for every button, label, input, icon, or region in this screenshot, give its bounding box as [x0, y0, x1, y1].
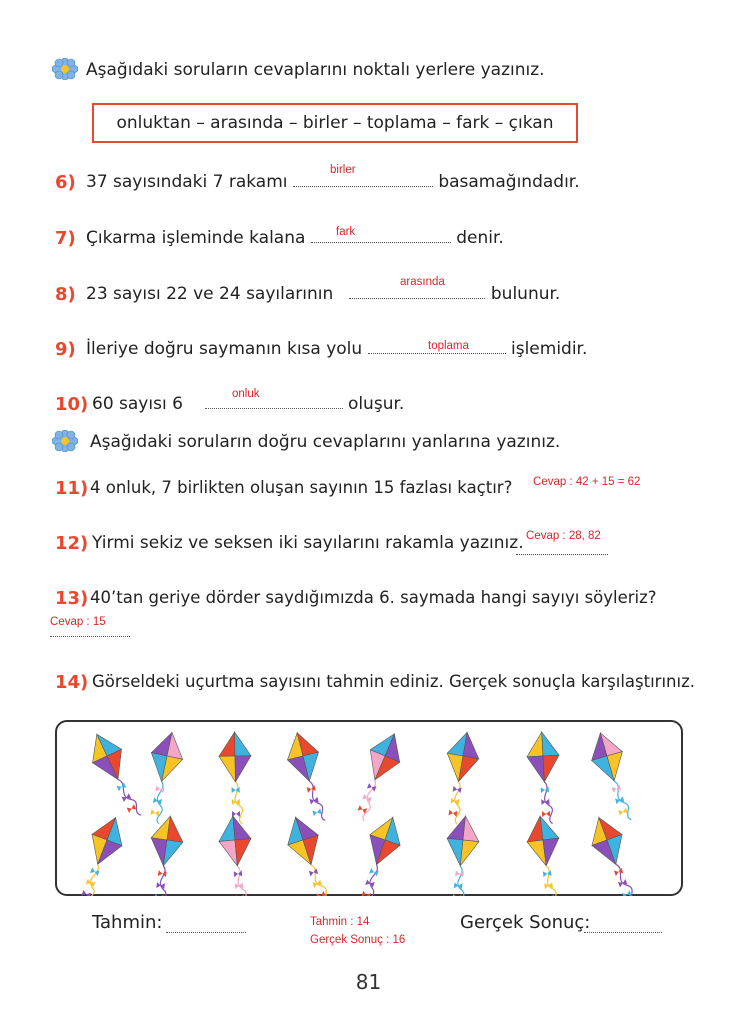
q10-number: 10) — [55, 394, 89, 415]
q10-answer: onluk — [232, 388, 260, 400]
q13-answer: Cevap : 15 — [50, 616, 106, 628]
q13-number: 13) — [55, 588, 89, 609]
guess-label: Tahmin: — [92, 912, 163, 933]
q13-text: 40’tan geriye dörder saydığımızda 6. saymada hangi sayıyı söyleriz? — [90, 588, 657, 607]
q12-number: 12) — [55, 533, 89, 554]
q10-text: 60 sayısı 6 oluşur. — [92, 394, 405, 414]
kite — [137, 729, 187, 826]
q12-answer: Cevap : 28, 82 — [526, 530, 601, 542]
kite — [142, 814, 186, 896]
kite — [280, 812, 339, 896]
kite — [526, 731, 563, 825]
q9-text: İleriye doğru saymanın kısa yolu işlemidir. — [86, 339, 588, 359]
kite — [440, 814, 481, 896]
q9-number: 9) — [55, 339, 76, 360]
page-number: 81 — [355, 970, 382, 994]
q7-number: 7) — [55, 228, 76, 249]
q8-text: 23 sayısı 22 ve 24 sayılarının bulunur. — [86, 284, 561, 304]
q8-answer: arasında — [400, 276, 445, 288]
actual-answer: Gerçek Sonuç : 16 — [310, 934, 406, 946]
q11-number: 11) — [55, 478, 89, 499]
q14-number: 14) — [55, 672, 89, 693]
kite — [348, 812, 408, 896]
q11-answer: Cevap : 42 + 15 = 62 — [533, 476, 641, 488]
word-box: onluktan – arasında – birler – toplama – fark – çıkan — [92, 103, 578, 143]
kite — [219, 732, 253, 825]
q9-answer: toplama — [428, 340, 469, 352]
kite — [435, 730, 482, 826]
flower-icon — [52, 430, 78, 452]
q6-number: 6) — [55, 172, 76, 193]
kite — [68, 812, 131, 896]
flower-icon — [52, 58, 78, 80]
q6-text: 37 sayısındaki 7 rakamı basamağındadır. — [86, 172, 580, 192]
guess-answer: Tahmin : 14 — [310, 916, 370, 928]
q6-answer: birler — [330, 164, 356, 176]
q11-text: 4 onluk, 7 birlikten oluşan sayının 15 fazlası kaçtır? — [90, 478, 513, 497]
kite — [82, 727, 150, 824]
q7-answer: fark — [336, 226, 356, 238]
kite — [217, 815, 257, 896]
q7-text: Çıkarma işleminde kalana denir. — [86, 228, 504, 248]
section1-instruction: Aşağıdaki soruların cevaplarını noktalı yerlere yazınız. — [86, 60, 545, 80]
kite — [585, 729, 641, 826]
kite — [282, 729, 335, 826]
kites-illustration — [55, 720, 683, 896]
q12-text: Yirmi sekiz ve seksen iki sayılarını rakamla yazınız. — [92, 533, 524, 553]
kite — [524, 814, 567, 896]
kite — [344, 728, 409, 825]
section2-instruction: Aşağıdaki soruların doğru cevaplarını yanlarına yazınız. — [90, 432, 561, 452]
actual-label: Gerçek Sonuç: — [460, 912, 591, 933]
kite — [584, 812, 646, 896]
q8-number: 8) — [55, 284, 76, 305]
q14-text: Görseldeki uçurtma sayısını tahmin ediniz. Gerçek sonuçla karşılaştırınız. — [92, 672, 695, 691]
